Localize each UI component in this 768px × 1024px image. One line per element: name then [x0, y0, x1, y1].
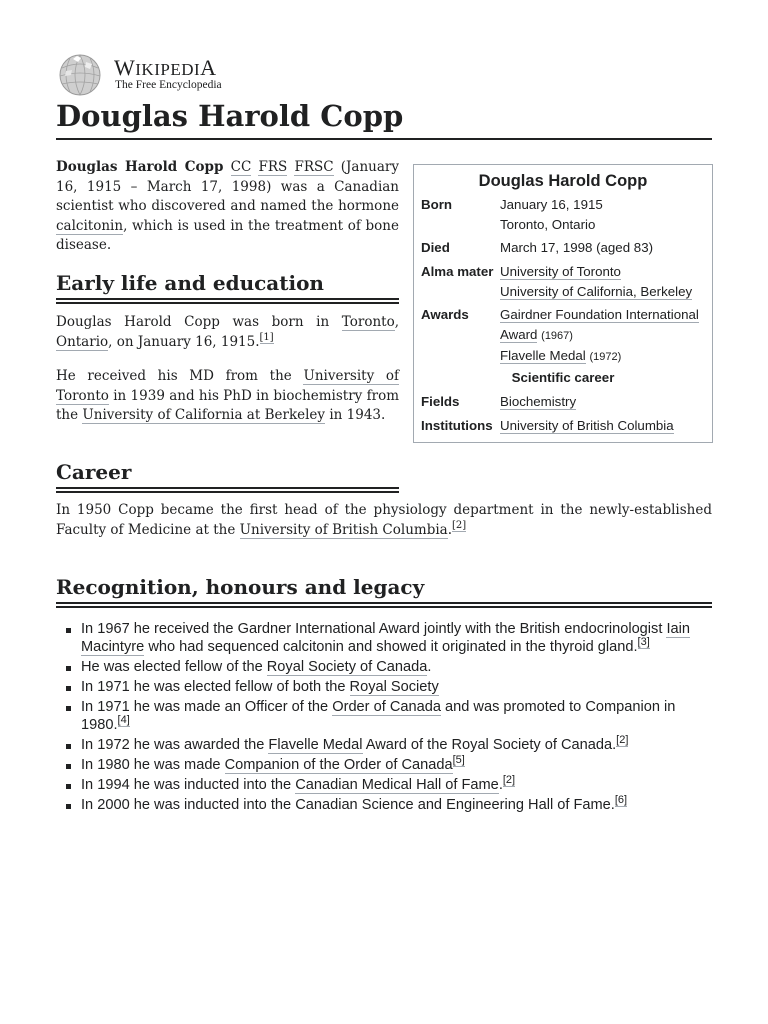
- toronto-link[interactable]: Toronto: [341, 314, 395, 330]
- ref-5-link[interactable]: [5]: [452, 754, 465, 767]
- ubc-career-link[interactable]: University of British Columbia: [239, 521, 448, 538]
- list-item: In 1980 he was made Companion of the Order of Canada[5]: [62, 756, 712, 774]
- recognition-list: [62, 620, 712, 816]
- canadian-medical-hall-of-fame-link[interactable]: Canadian Medical Hall of Fame: [295, 777, 499, 793]
- ref-2-link[interactable]: [2]: [452, 520, 467, 531]
- postnominal-frsc-link[interactable]: FRSC: [294, 159, 334, 175]
- uc-berkeley-link[interactable]: University of California at Berkeley: [82, 407, 326, 423]
- ref-4-link[interactable]: [4]: [117, 714, 130, 727]
- institutions-label: Institutions: [421, 418, 493, 433]
- list-item: In 1994 he was inducted into the Canadian Medical Hall of Fame.[2]: [62, 776, 712, 794]
- died-label: Died: [421, 240, 450, 255]
- fields-label: Fields: [421, 394, 460, 409]
- early-life-paragraph-2: He received his MD from the University of Toronto in 1939 and his PhD in biochemistry from the University of California at Berkeley in 1943.: [56, 368, 400, 423]
- recognition-rule: [56, 602, 712, 608]
- fields-value: [500, 392, 710, 412]
- scientific-career-heading: Scientific career: [511, 370, 615, 385]
- ref-3-link[interactable]: [3]: [637, 636, 650, 649]
- list-item: In 1971 he was made an Officer of the Order of Canada and was promoted to Companion in 1980.[4]: [62, 698, 712, 734]
- ref-6-link[interactable]: [6]: [614, 794, 628, 807]
- ubc-link[interactable]: University of British Columbia: [500, 418, 674, 433]
- biochemistry-link[interactable]: Biochemistry: [500, 394, 577, 409]
- page-title: Douglas Harold Copp: [56, 96, 712, 140]
- born-label: Born: [421, 197, 453, 212]
- order-of-canada-link[interactable]: Order of Canada: [332, 699, 441, 715]
- recognition-heading: Recognition, honours and legacy: [56, 575, 425, 599]
- tagline: The Free Encyclopedia: [115, 79, 222, 91]
- infobox-title: Douglas Harold Copp: [478, 172, 648, 190]
- career-paragraph: In 1950 Copp became the first head of the physiology department in the newly-established Faculty of Medicine at the University of British Columbia.[2]: [56, 502, 712, 538]
- career-heading: Career: [56, 460, 132, 484]
- companion-order-of-canada-link[interactable]: Companion of the Order of Canada: [224, 757, 453, 773]
- wikipedia-globe-logo: [56, 54, 104, 96]
- list-item: In 2000 he was inducted into the Canadian Science and Engineering Hall of Fame.[6]: [62, 796, 712, 814]
- list-item: In 1967 he received the Gardner International Award jointly with the British endocrinologist Iain Macintyre who had sequenced calcitonin and showed it originated in the thyroid gland.[3]: [62, 620, 712, 656]
- ref-1-link[interactable]: [1]: [259, 332, 274, 343]
- university-of-toronto-link[interactable]: University of Toronto: [56, 368, 400, 404]
- alma-mater-value: [500, 262, 710, 301]
- iain-macintyre-link[interactable]: Iain Macintyre: [81, 621, 690, 655]
- alma-mater-label: Alma mater: [421, 264, 494, 279]
- awards-label: Awards: [421, 307, 469, 322]
- early-life-heading: Early life and education: [56, 271, 324, 295]
- postnominal-frs-link[interactable]: FRS: [258, 159, 288, 175]
- alma-toronto-link[interactable]: University of Toronto: [500, 264, 621, 279]
- ontario-link[interactable]: Ontario: [56, 333, 109, 350]
- list-item: He was elected fellow of the Royal Society of Canada.: [62, 658, 712, 676]
- institutions-value: [500, 416, 710, 436]
- postnominal-cc-link[interactable]: CC: [230, 159, 252, 175]
- royal-society-of-canada-link[interactable]: Royal Society of Canada: [266, 659, 428, 675]
- flavelle-medal-list-link[interactable]: Flavelle Medal: [268, 737, 363, 753]
- born-value: January 16, 1915 Toronto, Ontario: [500, 197, 603, 232]
- died-value: March 17, 1998 (aged 83): [500, 240, 654, 255]
- early-life-rule: [56, 298, 399, 304]
- ref-2c-link[interactable]: [2]: [502, 774, 516, 787]
- wikipedia-brand[interactable]: [56, 54, 396, 96]
- awards-value: Gairdner Foundation International Award (1967) Flavelle Medal (1972): [500, 307, 699, 363]
- flavelle-medal-link[interactable]: Flavelle Medal: [500, 348, 586, 363]
- subject-name: Douglas Harold Copp: [56, 159, 224, 175]
- list-item: In 1971 he was elected fellow of both the Royal Society: [62, 678, 712, 696]
- calcitonin-link[interactable]: calcitonin: [56, 217, 124, 234]
- intro-paragraph: Douglas Harold Copp CC FRS FRSC (January 16, 1915 – March 17, 1998) was a Canadian scientist who discovered and named the hormone calcitonin, which is used in the treatment of bone disease.: [56, 159, 399, 253]
- wordmark: WIKIPEDIA: [114, 55, 217, 80]
- royal-society-link[interactable]: Royal Society: [349, 679, 439, 695]
- gairdner-award-link[interactable]: Gairdner Foundation International Award: [500, 307, 699, 342]
- ref-2b-link[interactable]: [2]: [616, 734, 629, 747]
- alma-berkeley-link[interactable]: University of California, Berkeley: [500, 283, 693, 299]
- career-rule: [56, 487, 399, 493]
- list-item: In 1972 he was awarded the Flavelle Medal Award of the Royal Society of Canada.[2]: [62, 736, 712, 754]
- early-life-paragraph-1: Douglas Harold Copp was born in Toronto, Ontario, on January 16, 1915.[1]: [56, 314, 399, 350]
- infobox: [413, 164, 713, 443]
